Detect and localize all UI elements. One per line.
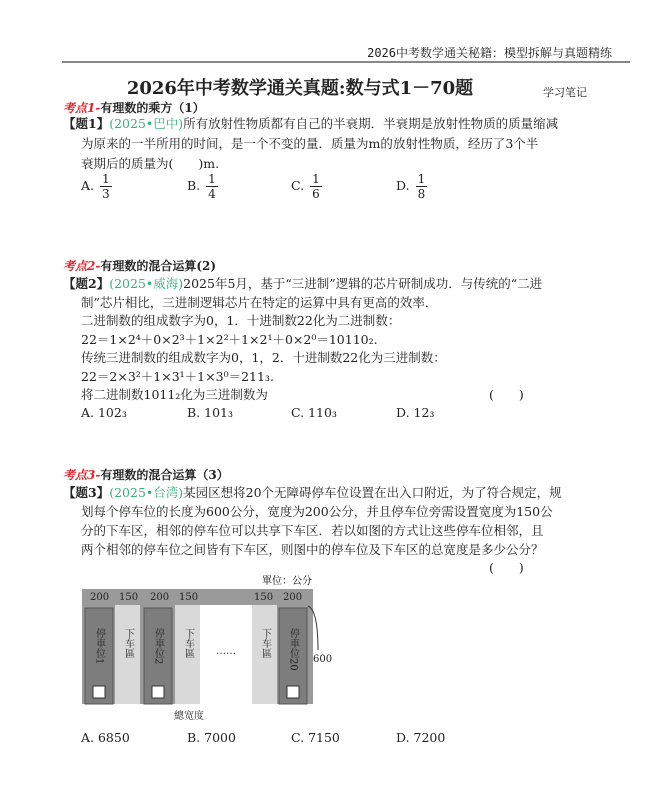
spot-label: 停車位1 xyxy=(93,628,105,665)
numerator: 1 xyxy=(312,172,320,186)
question-source: (2025•威海) xyxy=(109,276,184,291)
numerator: 1 xyxy=(208,172,216,186)
ellipsis: …… xyxy=(216,646,236,657)
question-1 xyxy=(63,114,558,133)
fraction xyxy=(416,172,428,201)
total-width-label: 總宽度 xyxy=(174,711,204,722)
parking-diagram xyxy=(60,570,360,730)
option-a: A. 102₃ xyxy=(81,405,127,420)
question-text: 划每个停车位的长度为600公分，宽度为200公分，并且停车位旁需设置宽度为150公 xyxy=(81,504,553,519)
section-heading-2 xyxy=(63,257,216,274)
accessible-sign xyxy=(287,686,299,698)
section-tag: 考点3- xyxy=(63,468,101,482)
option-b: B. 101₃ xyxy=(187,405,234,420)
unit-label: 單位：公分 xyxy=(262,576,312,587)
question-label: 【题3】 xyxy=(63,485,110,500)
answer-blank: ( ) xyxy=(489,560,524,575)
section-name: 有理数的乘方（1） xyxy=(100,101,205,115)
question-text: 两个相邻的停车位之间皆有下车区，则图中的停车位及下车区的总宽度是多少公分？ xyxy=(81,542,544,557)
numerator: 1 xyxy=(417,172,426,186)
page-title: 2026年中考数学通关真题:数与式1－70题 xyxy=(126,78,474,99)
option-d xyxy=(396,172,427,201)
zone-label: 下车區 xyxy=(182,628,194,658)
option-c: C. 110₃ xyxy=(291,405,337,420)
option-a: A. 6850 xyxy=(81,730,130,745)
question-source: (2025•巴中) xyxy=(109,116,184,131)
question-text: 将二进制数1011₂化为三进制数为 xyxy=(81,387,268,402)
fraction xyxy=(100,172,112,201)
section-tag: 考点1- xyxy=(63,101,101,115)
section-tag: 考点2- xyxy=(63,259,101,273)
denominator: 3 xyxy=(102,187,110,201)
denominator: 4 xyxy=(208,187,216,201)
question-text: 某园区想将20个无障碍停车位设置在出入口附近，为了符合规定，规 xyxy=(183,485,562,500)
width-label: 200 xyxy=(150,592,170,603)
width-label: 150 xyxy=(254,592,274,603)
option-letter: C. xyxy=(291,178,305,193)
equation: 22＝1×2⁴＋0×2³＋1×2²＋1×2¹＋0×2⁰＝10110₂. xyxy=(81,332,378,347)
question-text: 2025年5月，基于“三进制”逻辑的芯片研制成功．与传统的“二进 xyxy=(183,276,543,291)
zone-label: 下车區 xyxy=(259,628,271,658)
question-label: 【题2】 xyxy=(63,276,110,291)
option-a xyxy=(81,172,112,201)
section-heading-3 xyxy=(63,466,229,483)
denominator: 8 xyxy=(417,187,426,201)
question-text: 分的下车区，相邻的停车位可以共享下车区．若以如图的方式让这些停车位相邻，且 xyxy=(81,523,544,538)
question-text: 衰期后的质量为( )m. xyxy=(81,156,220,171)
question-text: 为原来的一半所用的时间，是一个不变的量．质量为m的放射性物质，经历了3个半 xyxy=(81,136,539,151)
option-c: C. 7150 xyxy=(291,730,340,745)
spot-label: 停車位2 xyxy=(152,628,164,665)
question-text: 所有放射性物质都有自己的半衰期．半衰期是放射性物质的质量缩减 xyxy=(183,116,559,131)
width-label: 150 xyxy=(119,592,139,603)
section-name: 有理数的混合运算(2) xyxy=(100,259,217,273)
option-d: D. 12₃ xyxy=(396,405,435,420)
section-name: 有理数的混合运算（3） xyxy=(100,468,229,482)
option-b: B. 7000 xyxy=(187,730,236,745)
accessible-sign xyxy=(93,686,105,698)
notes-label: 学习笔记 xyxy=(543,86,587,99)
numerator: 1 xyxy=(102,172,110,186)
spot-label: 停車位20 xyxy=(287,628,299,671)
width-label: 200 xyxy=(283,592,303,603)
height-label: 600 xyxy=(313,654,333,665)
denominator: 6 xyxy=(312,187,320,201)
option-d: D. 7200 xyxy=(396,730,446,745)
fraction xyxy=(310,172,322,201)
option-b xyxy=(187,172,218,201)
width-label: 200 xyxy=(90,592,110,603)
question-3 xyxy=(63,483,562,502)
zone-label: 下车區 xyxy=(122,628,134,658)
running-header: 2026中考数学通关秘籍：模型拆解与真题精练 xyxy=(367,46,612,60)
fraction xyxy=(206,172,218,201)
option-letter: A. xyxy=(81,178,95,193)
equation: 22＝2×3²＋1×3¹＋1×3⁰＝211₃. xyxy=(81,369,274,384)
answer-blank: ( ) xyxy=(489,387,524,402)
question-source: (2025•台湾) xyxy=(109,485,184,500)
question-2 xyxy=(63,274,542,293)
question-label: 【题1】 xyxy=(63,116,110,131)
question-text: 制”芯片相比，三进制逻辑芯片在特定的运算中具有更高的效率． xyxy=(81,295,438,310)
question-text: 传统三进制数的组成数字为0，1，2．十进制数22化为三进制数： xyxy=(81,350,446,365)
accessible-sign xyxy=(152,686,164,698)
width-label: 150 xyxy=(179,592,199,603)
option-letter: B. xyxy=(187,178,201,193)
option-c xyxy=(291,172,322,201)
question-text: 二进制数的组成数字为0，1．十进制数22化为二进制数： xyxy=(81,313,401,328)
header-rule xyxy=(62,61,630,63)
option-letter: D. xyxy=(396,178,410,193)
